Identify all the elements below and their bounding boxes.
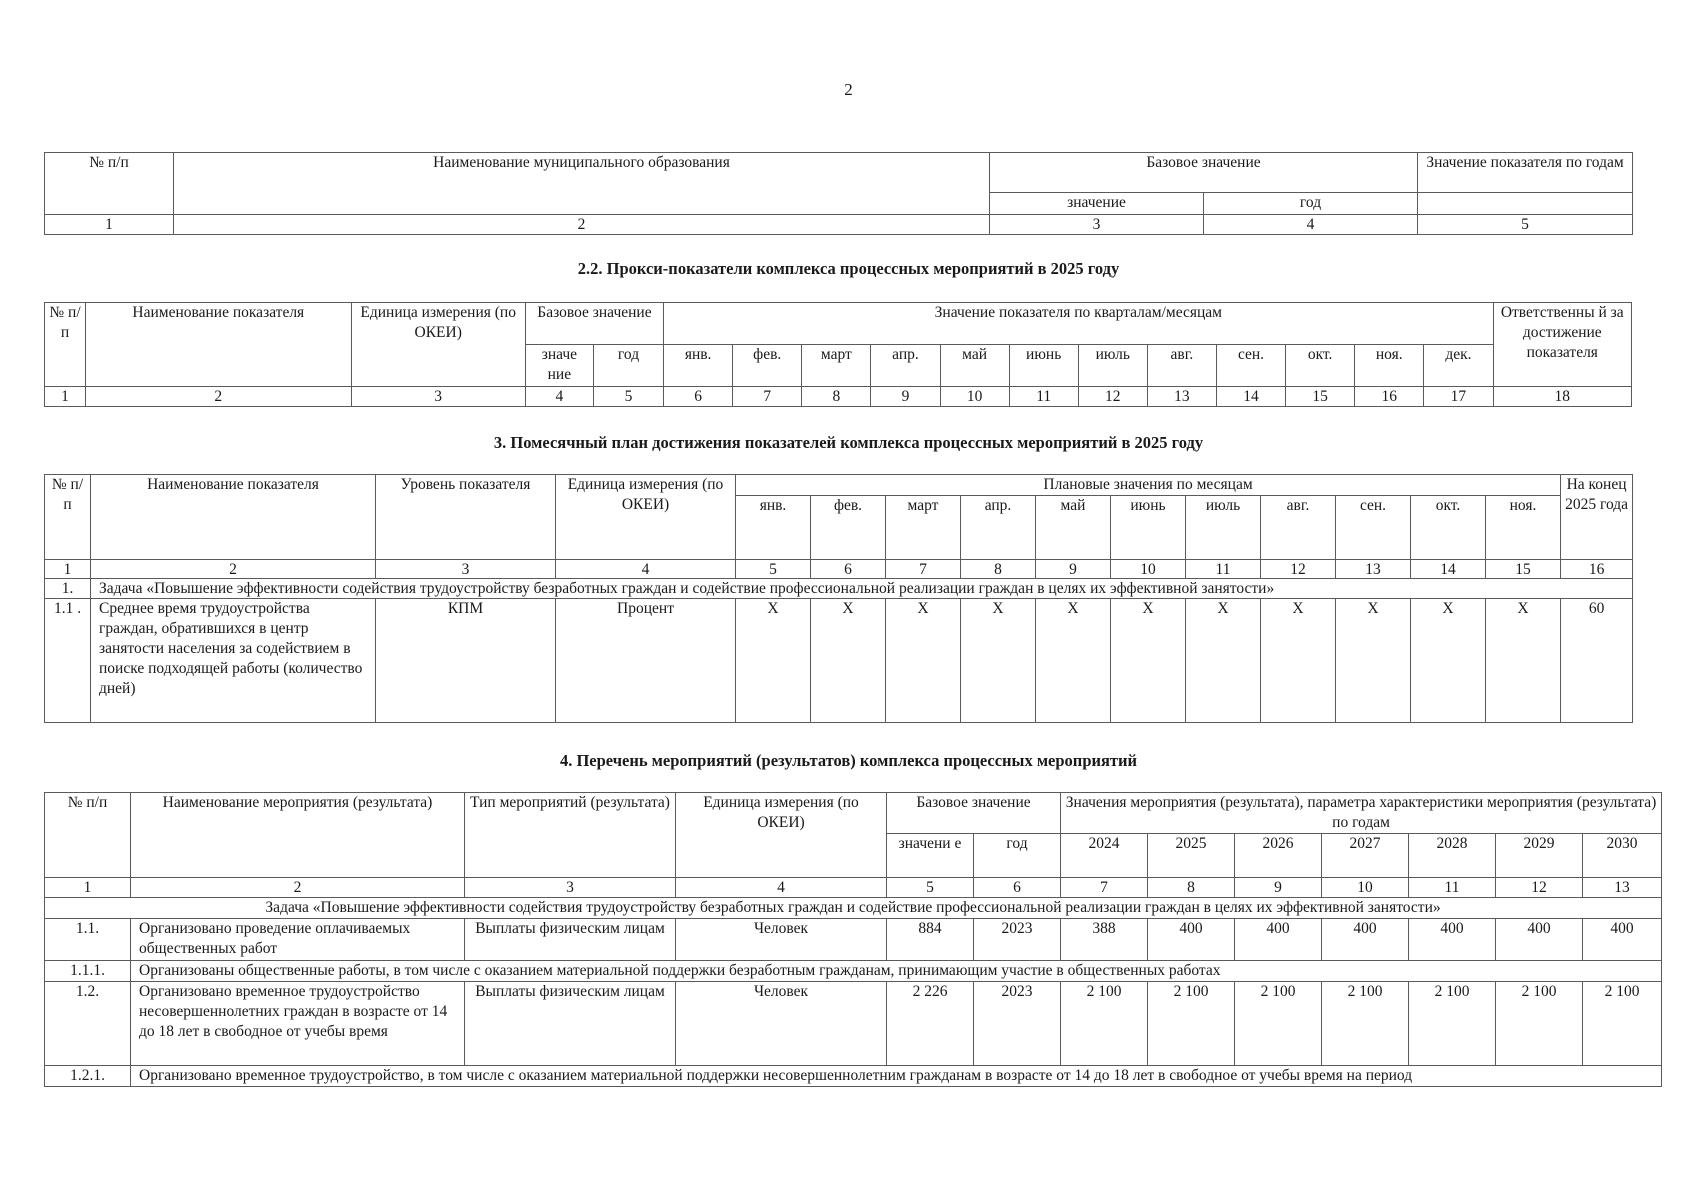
col-number: 4 <box>525 387 593 407</box>
activity-unit: Человек <box>676 982 887 1066</box>
col-number: 3 <box>351 387 525 407</box>
header-level: Уровень показателя <box>376 475 556 560</box>
col-number: 9 <box>871 387 940 407</box>
month-value: X <box>1336 599 1411 723</box>
col-number: 13 <box>1583 878 1662 898</box>
header-year: 2024 <box>1061 834 1148 878</box>
header-month: янв. <box>736 496 811 560</box>
section-3-title: 3. Помесячный план достижения показателей комплекса процессных мероприятий в 2025 году <box>493 433 1204 452</box>
month-value: X <box>1486 599 1561 723</box>
header-month: июль <box>1078 345 1147 387</box>
month-value: X <box>1111 599 1186 723</box>
header-month: авг. <box>1147 345 1216 387</box>
row-number: 1.1.1. <box>45 961 131 982</box>
municipal-table <box>44 152 1633 235</box>
col-number: 12 <box>1496 878 1583 898</box>
section-4-title: 4. Перечень мероприятий (результатов) комплекса процессных мероприятий <box>559 751 1138 770</box>
col-number: 13 <box>1147 387 1216 407</box>
header-no: № п/п <box>45 793 131 878</box>
year-value: 2 100 <box>1496 982 1583 1066</box>
header-base-value: значе ние <box>525 345 593 387</box>
header-year: 2025 <box>1148 834 1235 878</box>
header-month: окт. <box>1411 496 1486 560</box>
header-month: ноя. <box>1486 496 1561 560</box>
col-number: 14 <box>1216 387 1285 407</box>
header-base: Базовое значение <box>990 153 1418 193</box>
year-value: 400 <box>1235 919 1322 961</box>
col-number: 18 <box>1493 387 1631 407</box>
activity-unit: Человек <box>676 919 887 961</box>
header-month: окт. <box>1286 345 1355 387</box>
header-activity: Наименование мероприятия (результата) <box>131 793 465 878</box>
header-base: Базовое значение <box>525 303 663 345</box>
row-number: 1.1 . <box>45 599 91 723</box>
col-number: 5 <box>593 387 663 407</box>
month-value: X <box>1036 599 1111 723</box>
col-number: 13 <box>1336 560 1411 579</box>
month-value: X <box>1411 599 1486 723</box>
col-number: 2 <box>86 387 351 407</box>
indicator-level: КПМ <box>376 599 556 723</box>
header-type: Тип мероприятий (результата) <box>465 793 676 878</box>
col-number: 1 <box>45 387 86 407</box>
col-number: 4 <box>1204 215 1418 235</box>
indicator-unit: Процент <box>556 599 736 723</box>
year-value: 400 <box>1322 919 1409 961</box>
col-number: 16 <box>1561 560 1633 579</box>
proxy-indicators-table <box>44 302 1632 407</box>
col-number: 11 <box>1409 878 1496 898</box>
col-number: 4 <box>556 560 736 579</box>
sub-activity-row: Организовано временное трудоустройство, в том числе с оказанием материальной поддержки несовершеннолетним гражданам в возрасте от 14 до 18 лет в свободное от учебы время на период <box>131 1066 1662 1087</box>
col-number: 6 <box>811 560 886 579</box>
col-number: 12 <box>1078 387 1147 407</box>
header-base-value: значение <box>990 193 1204 215</box>
col-number: 5 <box>736 560 811 579</box>
header-month: апр. <box>871 345 940 387</box>
section-2-2-title: 2.2. Прокси-показатели комплекса процессных мероприятий в 2025 году <box>577 259 1120 278</box>
page-number: 2 <box>844 80 853 99</box>
header-base-year: год <box>974 834 1061 878</box>
col-number: 6 <box>664 387 733 407</box>
year-value: 400 <box>1409 919 1496 961</box>
header-base-year: год <box>593 345 663 387</box>
year-value: 2 100 <box>1235 982 1322 1066</box>
col-number: 14 <box>1411 560 1486 579</box>
end-of-year-value: 60 <box>1561 599 1633 723</box>
header-month: июль <box>1186 496 1261 560</box>
col-number: 5 <box>887 878 974 898</box>
col-number: 5 <box>1418 215 1633 235</box>
col-number: 2 <box>131 878 465 898</box>
base-year: 2023 <box>974 982 1061 1066</box>
header-year: 2030 <box>1583 834 1662 878</box>
col-number: 3 <box>990 215 1204 235</box>
col-number: 11 <box>1186 560 1261 579</box>
year-value: 2 100 <box>1322 982 1409 1066</box>
col-number: 15 <box>1286 387 1355 407</box>
col-number: 8 <box>1148 878 1235 898</box>
header-no: № п/ п <box>45 303 86 387</box>
task-number: 1. <box>45 579 91 599</box>
header-responsible: Ответственны й за достижение показателя <box>1493 303 1631 387</box>
header-unit: Единица измерения (по ОКЕИ) <box>351 303 525 387</box>
col-number: 1 <box>45 560 91 579</box>
header-month: фев. <box>811 496 886 560</box>
base-value: 884 <box>887 919 974 961</box>
col-number: 6 <box>974 878 1061 898</box>
header-unit: Единица измерения (по ОКЕИ) <box>676 793 887 878</box>
col-number: 3 <box>376 560 556 579</box>
activity-type: Выплаты физическим лицам <box>465 919 676 961</box>
header-month: апр. <box>961 496 1036 560</box>
col-number: 2 <box>174 215 990 235</box>
month-value: X <box>811 599 886 723</box>
year-value: 400 <box>1496 919 1583 961</box>
header-month: июнь <box>1009 345 1078 387</box>
col-number: 11 <box>1009 387 1078 407</box>
header-empty <box>1418 193 1633 215</box>
header-year: 2029 <box>1496 834 1583 878</box>
header-end-of-year: На конец 2025 года <box>1561 475 1633 560</box>
sub-activity-row: Организованы общественные работы, в том числе с оказанием материальной поддержки безработным гражданам, принимающим участие в общественных работах <box>131 961 1662 982</box>
header-month: янв. <box>664 345 733 387</box>
col-number: 1 <box>45 878 131 898</box>
header-year: 2027 <box>1322 834 1409 878</box>
col-number: 10 <box>1322 878 1409 898</box>
col-number: 4 <box>676 878 887 898</box>
row-number: 1.2.1. <box>45 1066 131 1087</box>
header-year: 2026 <box>1235 834 1322 878</box>
header-no: № п/п <box>45 153 174 215</box>
activity-name: Организовано временное трудоустройство несовершеннолетних граждан в возрасте от 14 до 18 лет в свободное от учебы время <box>131 982 465 1066</box>
col-number: 7 <box>886 560 961 579</box>
header-base-value: значени е <box>887 834 974 878</box>
col-number: 17 <box>1424 387 1493 407</box>
header-month: сен. <box>1336 496 1411 560</box>
header-indicator: Наименование показателя <box>91 475 376 560</box>
month-value: X <box>886 599 961 723</box>
header-month: фев. <box>733 345 802 387</box>
col-number: 3 <box>465 878 676 898</box>
header-municipality: Наименование муниципального образования <box>174 153 990 215</box>
header-month: дек. <box>1424 345 1493 387</box>
year-value: 2 100 <box>1409 982 1496 1066</box>
indicator-name: Среднее время трудоустройства граждан, обратившихся в центр занятости населения за содействием в поиске подходящей работы (количество дней) <box>91 599 376 723</box>
header-no: № п/ п <box>45 475 91 560</box>
header-month: май <box>940 345 1009 387</box>
year-value: 400 <box>1148 919 1235 961</box>
row-number: 1.2. <box>45 982 131 1066</box>
base-value: 2 226 <box>887 982 974 1066</box>
header-year: 2028 <box>1409 834 1496 878</box>
header-indicator: Наименование показателя <box>86 303 351 387</box>
activity-name: Организовано проведение оплачиваемых общественных работ <box>131 919 465 961</box>
col-number: 7 <box>1061 878 1148 898</box>
header-plan: Плановые значения по месяцам <box>736 475 1561 496</box>
header-base: Базовое значение <box>887 793 1061 834</box>
activity-type: Выплаты физическим лицам <box>465 982 676 1066</box>
activities-table <box>44 792 1662 1087</box>
header-month: сен. <box>1216 345 1285 387</box>
header-month: авг. <box>1261 496 1336 560</box>
task-row: Задача «Повышение эффективности содействия трудоустройству безработных граждан и содействие профессиональной реализации граждан в целях их эффективной занятости» <box>91 579 1633 599</box>
year-value: 388 <box>1061 919 1148 961</box>
base-year: 2023 <box>974 919 1061 961</box>
month-value: X <box>1261 599 1336 723</box>
col-number: 10 <box>940 387 1009 407</box>
col-number: 1 <box>45 215 174 235</box>
year-value: 2 100 <box>1148 982 1235 1066</box>
col-number: 8 <box>961 560 1036 579</box>
header-period: Значение показателя по кварталам/месяцам <box>664 303 1493 345</box>
header-years: Значения мероприятия (результата), параметра характеристики мероприятия (результата) по годам <box>1061 793 1662 834</box>
year-value: 2 100 <box>1583 982 1662 1066</box>
col-number: 2 <box>91 560 376 579</box>
year-value: 400 <box>1583 919 1662 961</box>
month-value: X <box>736 599 811 723</box>
header-year-values: Значение показателя по годам <box>1418 153 1633 193</box>
col-number: 15 <box>1486 560 1561 579</box>
col-number: 9 <box>1235 878 1322 898</box>
header-month: май <box>1036 496 1111 560</box>
header-base-year: год <box>1204 193 1418 215</box>
col-number: 10 <box>1111 560 1186 579</box>
col-number: 8 <box>802 387 871 407</box>
col-number: 9 <box>1036 560 1111 579</box>
monthly-plan-table <box>44 474 1633 723</box>
col-number: 12 <box>1261 560 1336 579</box>
header-month: март <box>886 496 961 560</box>
month-value: X <box>1186 599 1261 723</box>
year-value: 2 100 <box>1061 982 1148 1066</box>
col-number: 16 <box>1355 387 1424 407</box>
header-month: март <box>802 345 871 387</box>
month-value: X <box>961 599 1036 723</box>
row-number: 1.1. <box>45 919 131 961</box>
header-unit: Единица измерения (по ОКЕИ) <box>556 475 736 560</box>
header-month: ноя. <box>1355 345 1424 387</box>
header-month: июнь <box>1111 496 1186 560</box>
task-row: Задача «Повышение эффективности содействия трудоустройству безработных граждан и содействие профессиональной реализации граждан в целях их эффективной занятости» <box>45 898 1662 919</box>
col-number: 7 <box>733 387 802 407</box>
